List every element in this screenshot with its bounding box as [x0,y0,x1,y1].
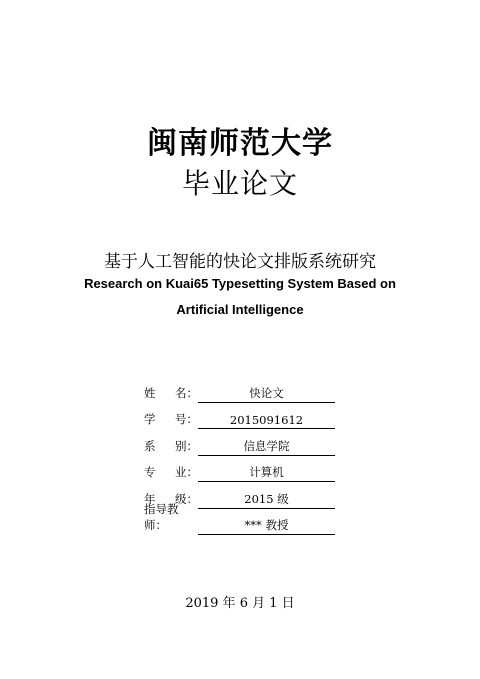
grade-value: 2015 级 [198,491,335,509]
thesis-title-english-line1: Research on Kuai65 Typesetting System Based on [84,276,396,291]
document-type: 毕业论文 [181,167,298,200]
info-row-advisor [144,502,335,536]
student-info-block [144,376,335,535]
advisor-value: *** 教授 [198,517,335,535]
university-name: 闽南师范大学 [147,126,333,161]
student-id-value: 2015091612 [198,413,335,429]
info-row-name [144,376,335,403]
info-label: 指导教师： [144,502,179,532]
thesis-title-english-line2: Artificial Intelligence [176,302,304,317]
info-label: 年 级： [144,491,198,506]
department-value: 信息学院 [198,438,335,456]
info-label: 系 别： [144,438,198,453]
major-value: 计算机 [198,464,335,482]
student-name-value: 快论文 [198,385,335,403]
submission-date: 2019 年 6 月 1 日 [185,596,295,611]
thesis-title-chinese: 基于人工智能的快论文排版系统研究 [104,252,376,272]
info-label: 姓 名： [144,385,198,400]
info-row-student-id [144,403,335,430]
info-label: 专 业： [144,465,198,479]
info-row-department [144,429,335,456]
info-label: 学 号： [144,412,198,426]
info-row-major [144,456,335,483]
